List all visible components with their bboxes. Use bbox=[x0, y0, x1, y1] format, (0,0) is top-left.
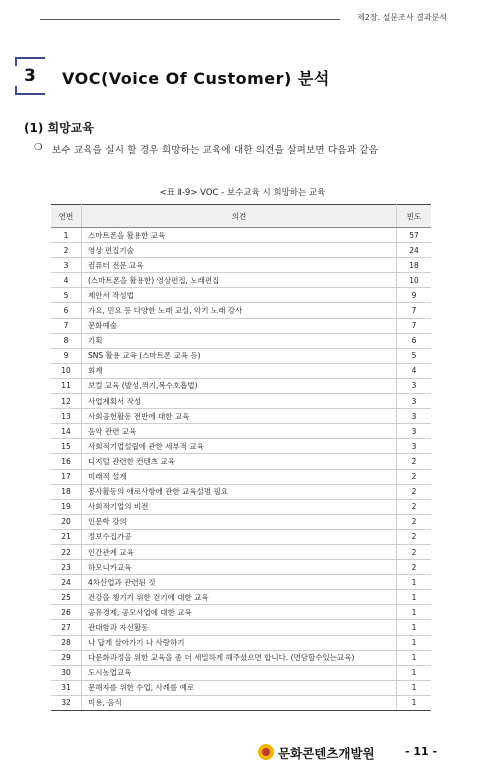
table-row bbox=[51, 695, 431, 710]
row-frequency: 1 bbox=[397, 650, 432, 665]
chapter-number: 3 bbox=[24, 66, 36, 86]
table-row bbox=[51, 620, 431, 635]
row-index: 8 bbox=[51, 333, 82, 348]
table-row bbox=[51, 575, 431, 590]
row-index: 12 bbox=[51, 394, 82, 409]
row-opinion: 보컬 교육 (발성,꺽기,복수호흡법) bbox=[82, 378, 397, 393]
row-frequency: 6 bbox=[397, 333, 432, 348]
table-row bbox=[51, 529, 431, 544]
row-index: 30 bbox=[51, 665, 82, 680]
header-frequency: 빈도 bbox=[397, 205, 432, 228]
row-frequency: 2 bbox=[397, 514, 432, 529]
footer-organization: 문화콘텐츠개발원 bbox=[278, 746, 375, 761]
table-row bbox=[51, 303, 431, 318]
table-row bbox=[51, 590, 431, 605]
organization-logo-icon bbox=[258, 744, 274, 760]
row-index: 21 bbox=[51, 529, 82, 544]
row-frequency: 57 bbox=[397, 228, 432, 243]
row-opinion: 하모니카교육 bbox=[82, 560, 397, 575]
row-frequency: 5 bbox=[397, 348, 432, 363]
row-frequency: 2 bbox=[397, 454, 432, 469]
row-index: 23 bbox=[51, 560, 82, 575]
row-index: 10 bbox=[51, 363, 82, 378]
table-row bbox=[51, 499, 431, 514]
row-frequency: 1 bbox=[397, 635, 432, 650]
row-frequency: 4 bbox=[397, 363, 432, 378]
table-row bbox=[51, 665, 431, 680]
table-row bbox=[51, 469, 431, 484]
row-opinion: 인간관계 교육 bbox=[82, 544, 397, 559]
chapter-title: VOC(Voice Of Customer) 분석 bbox=[62, 69, 330, 88]
row-index: 7 bbox=[51, 318, 82, 333]
table-row bbox=[51, 484, 431, 499]
table-row bbox=[51, 424, 431, 439]
row-index: 17 bbox=[51, 469, 82, 484]
header-rule bbox=[40, 19, 340, 20]
table-row bbox=[51, 680, 431, 695]
row-opinion: 미래적 설계 bbox=[82, 469, 397, 484]
row-opinion: 가요, 민요 등 다양한 노래 교실, 악기 노래 강사 bbox=[82, 303, 397, 318]
table-row bbox=[51, 228, 431, 243]
row-frequency: 2 bbox=[397, 560, 432, 575]
row-frequency: 3 bbox=[397, 394, 432, 409]
row-index: 28 bbox=[51, 635, 82, 650]
row-frequency: 24 bbox=[397, 243, 432, 258]
row-index: 15 bbox=[51, 439, 82, 454]
row-opinion: 사회적기업설립에 관한 세부적 교육 bbox=[82, 439, 397, 454]
table-row bbox=[51, 544, 431, 559]
row-index: 14 bbox=[51, 424, 82, 439]
row-opinion: 도시농업교육 bbox=[82, 665, 397, 680]
row-frequency: 3 bbox=[397, 378, 432, 393]
row-opinion: SNS 활용 교육 (스마트폰 교육 등) bbox=[82, 348, 397, 363]
table-row bbox=[51, 560, 431, 575]
row-opinion: 스마트폰을 활용한 교육 bbox=[82, 228, 397, 243]
row-frequency: 1 bbox=[397, 620, 432, 635]
row-frequency: 1 bbox=[397, 575, 432, 590]
row-opinion: 영상 편집기술 bbox=[82, 243, 397, 258]
table-caption: <표 Ⅱ-9> VOC - 보수교육 시 희망하는 교육 bbox=[159, 188, 326, 198]
row-index: 3 bbox=[51, 258, 82, 273]
row-index: 25 bbox=[51, 590, 82, 605]
row-opinion: 컴퓨터 전문 교육 bbox=[82, 258, 397, 273]
row-frequency: 3 bbox=[397, 409, 432, 424]
header-opinion: 의견 bbox=[82, 205, 397, 228]
row-opinion: 인문학 강의 bbox=[82, 514, 397, 529]
table-row bbox=[51, 318, 431, 333]
table-row bbox=[51, 363, 431, 378]
row-frequency: 1 bbox=[397, 680, 432, 695]
row-frequency: 3 bbox=[397, 439, 432, 454]
table-row bbox=[51, 288, 431, 303]
row-frequency: 1 bbox=[397, 590, 432, 605]
row-index: 9 bbox=[51, 348, 82, 363]
row-opinion: 기획 bbox=[82, 333, 397, 348]
row-frequency: 1 bbox=[397, 605, 432, 620]
row-frequency: 2 bbox=[397, 529, 432, 544]
row-index: 18 bbox=[51, 484, 82, 499]
row-index: 2 bbox=[51, 243, 82, 258]
row-index: 32 bbox=[51, 695, 82, 710]
row-frequency: 7 bbox=[397, 303, 432, 318]
row-opinion: 문화예술 bbox=[82, 318, 397, 333]
row-opinion: 디지털 관련한 컨텐츠 교육 bbox=[82, 454, 397, 469]
row-opinion: 다문화과정을 위한 교육을 좀 더 세밀하게 해주셨으면 합니다. (면담할수있는교육) bbox=[82, 650, 397, 665]
table-row bbox=[51, 514, 431, 529]
row-opinion: 회계 bbox=[82, 363, 397, 378]
table-row bbox=[51, 348, 431, 363]
table-row bbox=[51, 635, 431, 650]
row-opinion: 나 답게 살아가기 나 사랑하기 bbox=[82, 635, 397, 650]
row-frequency: 2 bbox=[397, 499, 432, 514]
row-opinion: 건강을 챙기기 위한 걷기에 대한 교육 bbox=[82, 590, 397, 605]
header-index: 연번 bbox=[51, 205, 82, 228]
row-frequency: 2 bbox=[397, 469, 432, 484]
row-index: 27 bbox=[51, 620, 82, 635]
row-index: 4 bbox=[51, 273, 82, 288]
row-opinion: 정보수집가공 bbox=[82, 529, 397, 544]
row-index: 26 bbox=[51, 605, 82, 620]
row-index: 22 bbox=[51, 544, 82, 559]
bullet-icon: ❍ bbox=[34, 142, 43, 153]
row-frequency: 2 bbox=[397, 484, 432, 499]
table-row bbox=[51, 409, 431, 424]
row-opinion: 문해자를 위한 수업, 사례를 예로 bbox=[82, 680, 397, 695]
row-opinion: 음악 관련 교육 bbox=[82, 424, 397, 439]
row-index: 6 bbox=[51, 303, 82, 318]
row-opinion: 관대함과 자선활동 bbox=[82, 620, 397, 635]
table-row bbox=[51, 605, 431, 620]
row-frequency: 7 bbox=[397, 318, 432, 333]
row-index: 24 bbox=[51, 575, 82, 590]
row-index: 1 bbox=[51, 228, 82, 243]
voc-table bbox=[51, 204, 431, 711]
row-index: 31 bbox=[51, 680, 82, 695]
row-opinion: 사회적기업의 비전 bbox=[82, 499, 397, 514]
row-opinion: 사업계획서 작성 bbox=[82, 394, 397, 409]
row-opinion: 사회공헌활동 전반에 대한 교육 bbox=[82, 409, 397, 424]
row-index: 20 bbox=[51, 514, 82, 529]
table-row bbox=[51, 333, 431, 348]
row-opinion: 제안서 작성법 bbox=[82, 288, 397, 303]
row-frequency: 1 bbox=[397, 665, 432, 680]
table-row bbox=[51, 273, 431, 288]
table-row bbox=[51, 439, 431, 454]
table-row bbox=[51, 243, 431, 258]
row-frequency: 18 bbox=[397, 258, 432, 273]
table-row bbox=[51, 454, 431, 469]
row-frequency: 1 bbox=[397, 695, 432, 710]
row-index: 16 bbox=[51, 454, 82, 469]
table-row bbox=[51, 378, 431, 393]
row-index: 11 bbox=[51, 378, 82, 393]
row-opinion: 봉사활동의 애로사항에 관한 교육설명 필요 bbox=[82, 484, 397, 499]
row-frequency: 2 bbox=[397, 544, 432, 559]
row-index: 5 bbox=[51, 288, 82, 303]
row-opinion: 4차산업과 관련된 것 bbox=[82, 575, 397, 590]
section-paragraph: 보수 교육을 실시 할 경우 희망하는 교육에 대한 의견을 살펴보면 다음과 같음 bbox=[52, 145, 379, 156]
table-header-row bbox=[51, 205, 431, 228]
row-frequency: 3 bbox=[397, 424, 432, 439]
row-opinion: 미용, 음식 bbox=[82, 695, 397, 710]
table-row bbox=[51, 258, 431, 273]
section-title: (1) 희망교육 bbox=[24, 121, 94, 135]
row-opinion: 공유경제, 공모사업에 대한 교육 bbox=[82, 605, 397, 620]
row-opinion: (스마트폰을 활용한) 영상편집, 노래편집 bbox=[82, 273, 397, 288]
row-frequency: 9 bbox=[397, 288, 432, 303]
row-index: 29 bbox=[51, 650, 82, 665]
row-index: 19 bbox=[51, 499, 82, 514]
table-row bbox=[51, 650, 431, 665]
page-number: - 11 - bbox=[405, 745, 438, 758]
row-frequency: 10 bbox=[397, 273, 432, 288]
running-header: 제2장. 설문조사 결과분석 bbox=[357, 13, 447, 22]
row-index: 13 bbox=[51, 409, 82, 424]
table-row bbox=[51, 394, 431, 409]
